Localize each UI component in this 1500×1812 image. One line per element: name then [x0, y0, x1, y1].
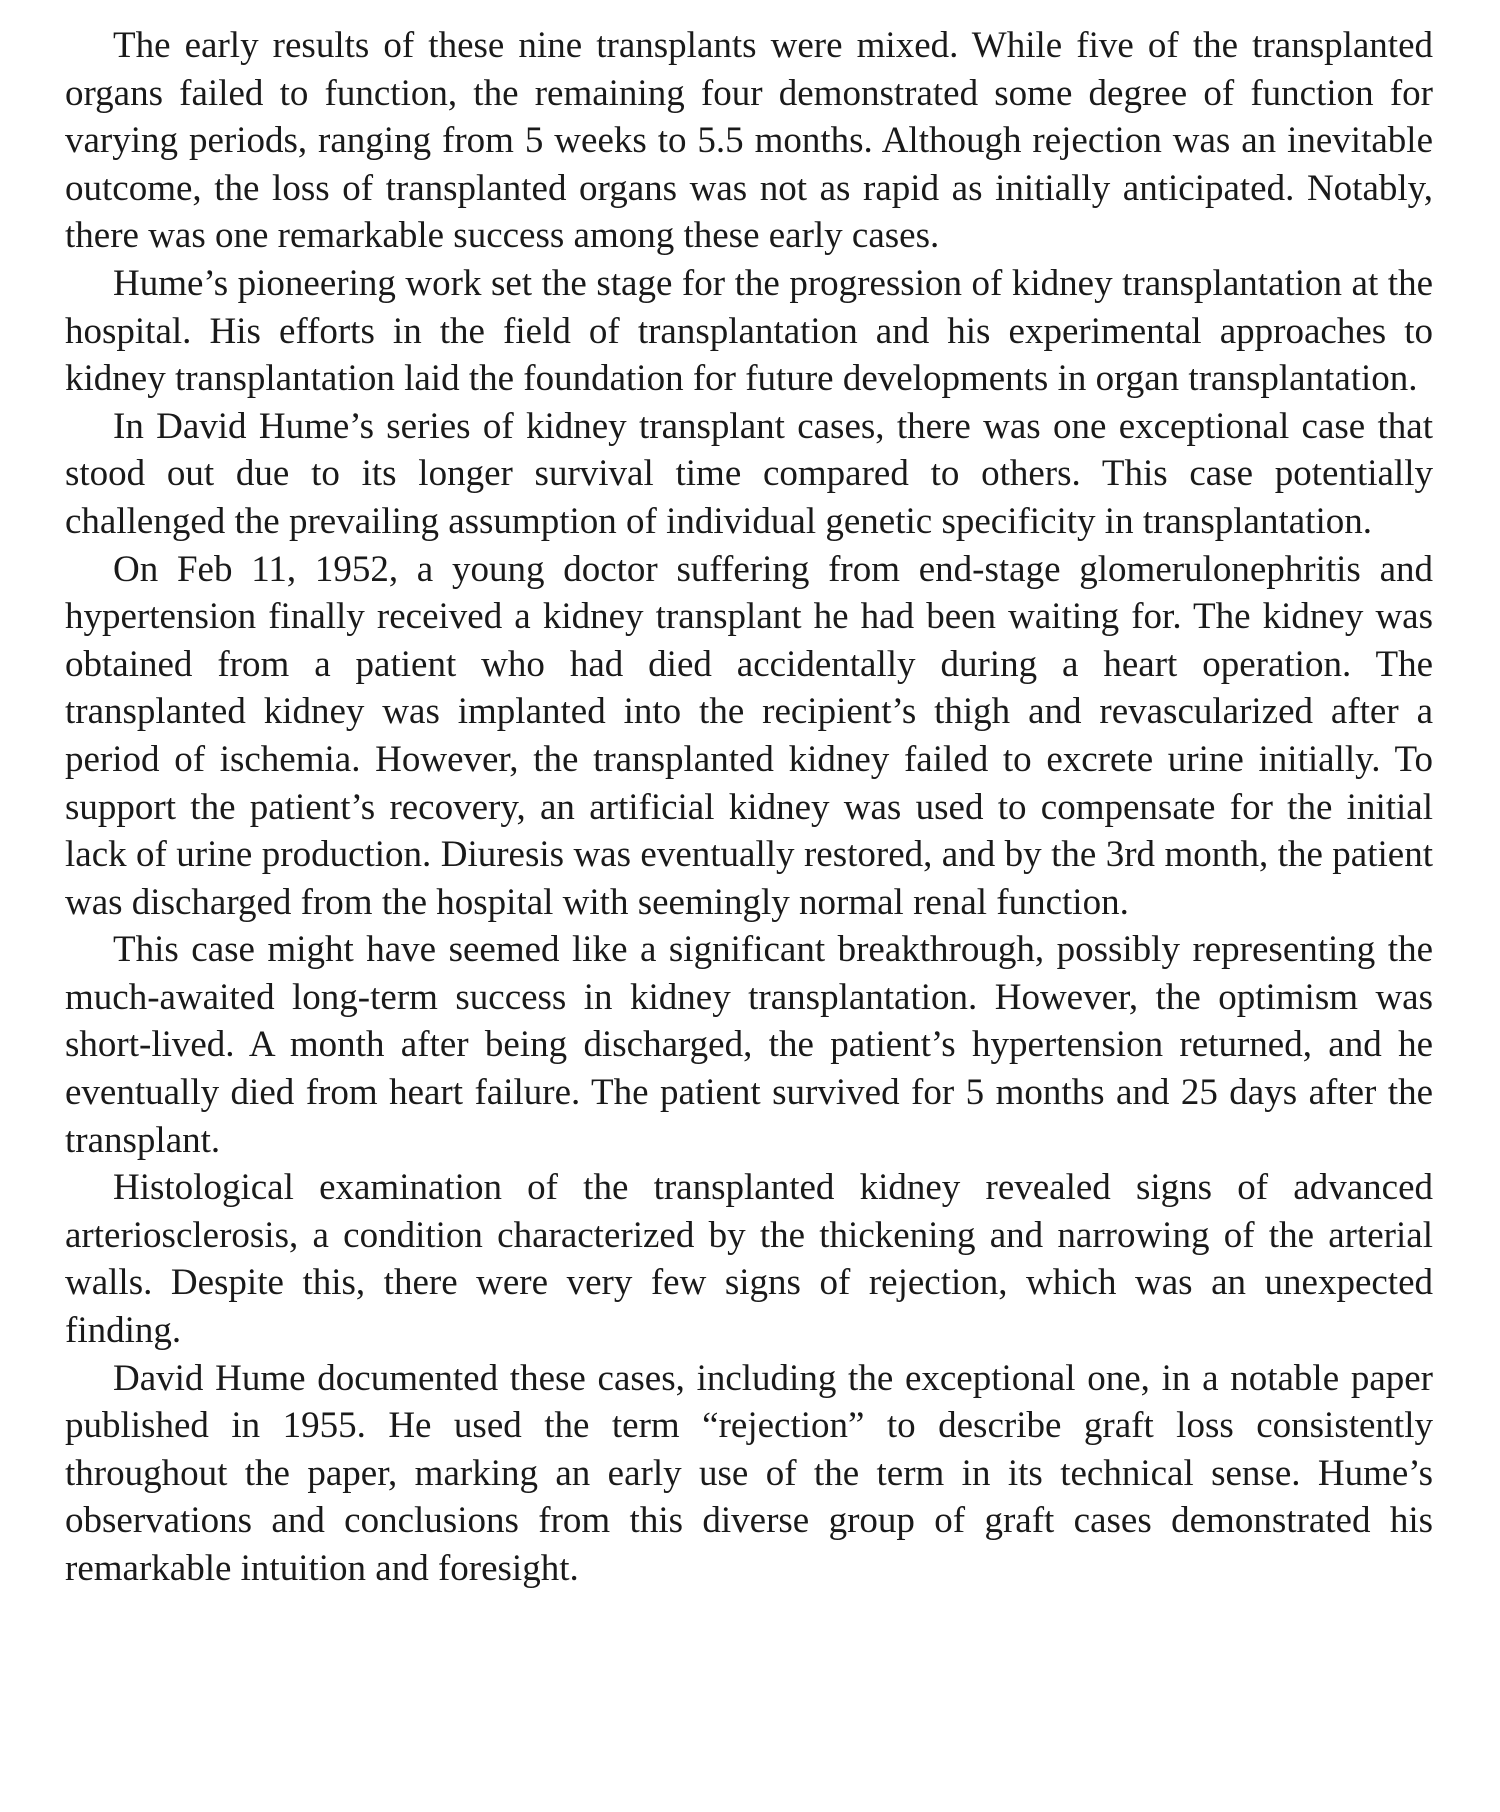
- paragraph-early-results: The early results of these nine transplants were mixed. While five of the transplanted organs failed to function, the remaining four demonstrated some degree of function for varying periods, ranging from 5 weeks to 5.5 months. Although rejection was an inevitable outcome, the loss of transplanted organs was not as rapid as initially anticipated. Notably, there was one remarkable success among these early cases.: [65, 25, 1433, 257]
- document-page: [65, 22, 1433, 1593]
- paragraph-short-lived-optimism: This case might have seemed like a significant breakthrough, possibly representing the much-awaited long-term success in kidney transplantation. However, the optimism was short-lived. A month after being discharged, the patient’s hypertension returned, and he eventually died from heart failure. The patient survived for 5 months and 25 days after the transplant.: [65, 929, 1433, 1161]
- paragraph-hume-pioneering-work: Hume’s pioneering work set the stage for the progression of kidney transplantation at the hospital. His efforts in the field of transplantation and his experimental approaches to kidney transplantation laid the foundation for future developments in organ transplantation.: [65, 262, 1433, 400]
- paragraph-histological-examination: Histological examination of the transplanted kidney revealed signs of advanced arteriosclerosis, a condition characterized by the thickening and narrowing of the arterial walls. Despite this, there were very few signs of rejection, which was an unexpected finding.: [65, 1167, 1433, 1352]
- paragraph-exceptional-case: In David Hume’s series of kidney transplant cases, there was one exceptional case that stood out due to its longer survival time compared to others. This case potentially challenged the prevailing assumption of individual genetic specificity in transplantation.: [65, 405, 1433, 542]
- paragraph-1955-paper: David Hume documented these cases, including the exceptional one, in a notable paper published in 1955. He used the term “rejection” to describe graft loss consistently throughout the paper, marking an early use of the term in its technical sense. Hume’s observations and conclusions from this diverse group of graft cases demonstrated his remarkable intuition and foresight.: [65, 1357, 1433, 1589]
- paragraph-feb-1952-transplant: On Feb 11, 1952, a young doctor suffering from end-stage glomerulonephritis and hypertension finally received a kidney transplant he had been waiting for. The kidney was obtained from a patient who had died accidentally during a heart operation. The transplanted kidney was implanted into the recipient’s thigh and revascularized after a period of ischemia. However, the transplanted kidney failed to excrete urine initially. To support the patient’s recovery, an artificial kidney was used to compensate for the initial lack of urine production. Diuresis was eventually restored, and by the 3rd month, the patient was discharged from the hospital with seemingly normal renal function.: [65, 548, 1433, 923]
